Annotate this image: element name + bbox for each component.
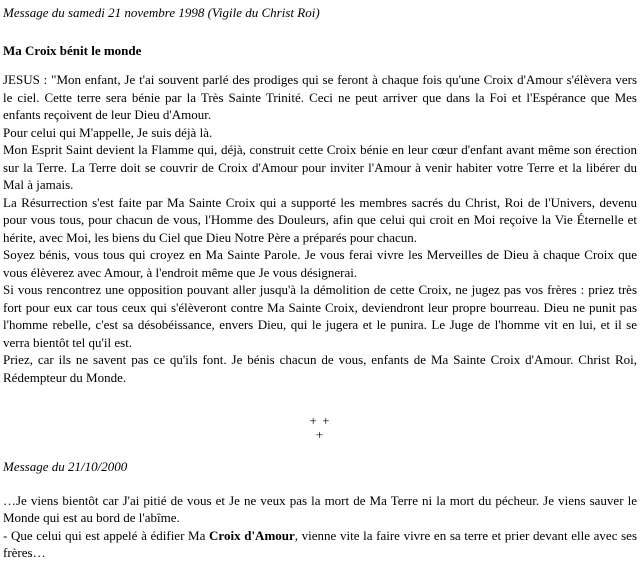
document-page	[3, 0, 637, 562]
message-heading-1: Message du samedi 21 novembre 1998 (Vigile du Christ Roi)	[3, 5, 320, 20]
separator-row-2: +	[315, 427, 325, 442]
paragraph-2: Pour celui qui M'appelle, Je suis déjà là.	[3, 124, 213, 140]
paragraph-1: JESUS : "Mon enfant, Je t'ai souvent parlé des prodiges qui se feront à chaque fois qu'une Croix d'Amour s'élèvera vers le ciel. Cette terre sera bénie par la Très Sainte Trinité. Ceci ne peut arriver que dans la Foi et l'Espérance que Mes enfants reçoivent de leur Dieu d'Amour.	[3, 72, 637, 122]
paragraph-2-2-bold: Croix d'Amour	[209, 527, 295, 543]
paragraph-5: Soyez bénis, vous tous qui croyez en Ma Sainte Parole. Je vous ferai vivre les Merveilles de Dieu à chaque Croix que vous élèverez avec Amour, à l'endroit même que Je vous désignerai.	[3, 247, 637, 280]
paragraph-2-2-end: , vienne vite la faire vivre en sa terre et prier devant elle avec ses frères…	[3, 527, 638, 560]
message-title: Ma Croix bénit le monde	[3, 42, 142, 58]
cross-separator	[3, 414, 637, 442]
message-heading-2: Message du 21/10/2000	[3, 459, 128, 474]
paragraph-7: Priez, car ils ne savent pas ce qu'ils font. Je bénis chacun de vous, enfants de Ma Sainte Croix d'Amour. Christ Roi, Rédempteur du Monde.	[3, 352, 637, 385]
paragraph-2-2-start: - Que celui qui est appelé à édifier Ma	[3, 527, 210, 543]
separator-row-1: + +	[309, 413, 331, 428]
paragraph-3: Mon Esprit Saint devient la Flamme qui, déjà, construit cette Croix bénie en leur cœur d'enfant avant même son érection sur la Terre. La Terre doit se couvrir de Croix d'Amour pour inviter l'Amour à venir habiter votre Terre et la libérer du Mal à jamais.	[3, 142, 637, 192]
paragraph-2-2	[3, 527, 637, 562]
message-body-1	[3, 71, 637, 386]
paragraph-6: Si vous rencontrez une opposition pouvant aller jusqu'à la démolition de cette Croix, ne jugez pas vos frères : priez très fort pour eux car tous ceux qui s'élèveront contre Ma Sainte Croix, deviendront leur propre bourreau. Dieu ne punit pas l'homme rebelle, c'est sa désobéissance, envers Dieu, qui le jugera et le punira. Le Juge de l'homme vit en lui, et il se verra bientôt tel qu'il est.	[3, 282, 637, 350]
message-body-2	[3, 492, 637, 562]
paragraph-4: La Résurrection s'est faite par Ma Sainte Croix qui a supporté les membres sacrés du Christ, Roi de l'Univers, devenu pour vous tous, pour chacun de vous, l'Homme des Douleurs, afin que celui qui croit en Moi reçoive la Vie Éternelle et hérite, avec Moi, les biens du Ciel que Dieu Notre Père a préparés pour chacun.	[3, 194, 637, 245]
paragraph-2-1: …Je viens bientôt car J'ai pitié de vous et Je ne veux pas la mort de Ma Terre ni la mort du pécheur. Je viens sauver le Monde qui est au bord de l'abîme.	[3, 492, 637, 525]
